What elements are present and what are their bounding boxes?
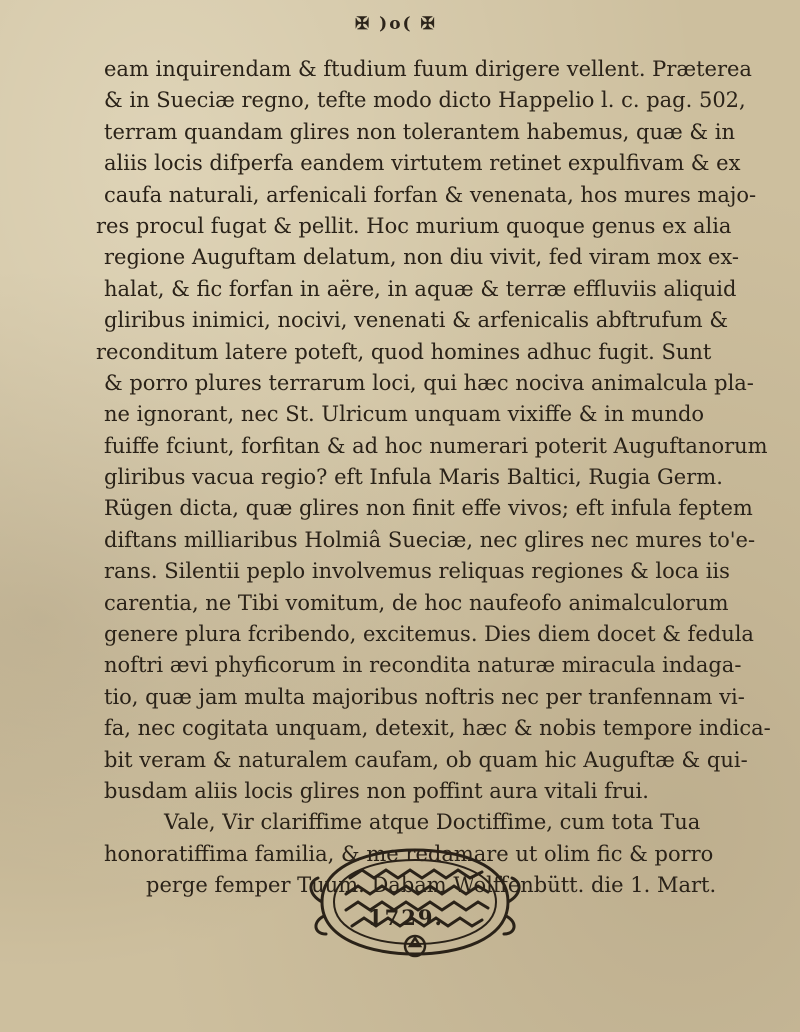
- text-line: Vale, Vir clariffime atque Doctiffime, cum tota Tua: [164, 810, 701, 835]
- text-line: genere plura fcribendo, excitemus. Dies diem docet & fedula: [104, 622, 754, 647]
- text-line: caufa naturali, arfenicali forfan & venenata, hos mures majo-: [104, 182, 757, 207]
- text-line: eam inquirendam & ftudium fuum dirigere vellent. Præterea: [104, 57, 752, 81]
- text-line: noftri ævi phyficorum in recondita naturæ miracula indaga-: [104, 653, 742, 678]
- text-line: fuiffe fciunt, forfitan & ad hoc numerari poterit Auguftanorum: [104, 433, 768, 458]
- text-line: halat, & fic forfan in aëre, in aquæ & terræ effluviis aliquid: [104, 276, 737, 301]
- text-line: & porro plures terrarum loci, qui hæc nociva animalcula pla-: [104, 370, 754, 395]
- text-line: fa, nec cogitata unquam, detexit, hæc & nobis tempore indica-: [104, 716, 771, 741]
- text-line: rans. Silentii peplo involvemus reliquas regiones & loca iis: [104, 559, 730, 584]
- text-line: tio, quæ jam multa majoribus noftris nec per tranfennam vi-: [104, 684, 745, 709]
- text-line: busdam aliis locis glires non poffint aura vitali frui.: [104, 778, 649, 803]
- text-line: aliis locis difperfa eandem virtutem retinet expulfivam & ex: [104, 151, 741, 176]
- text-line: bit veram & naturalem caufam, ob quam hic Auguftæ & qui-: [104, 747, 748, 772]
- running-head: ✠ )o( ✠: [355, 14, 437, 34]
- text-line: gliribus inimici, nocivi, venenati & arfenicalis abftrufum &: [104, 308, 729, 333]
- text-line: res procul fugat & pellit. Hoc murium quoque genus ex alia: [96, 213, 732, 238]
- text-line: & in Sueciæ regno, tefte modo dicto Happelio l. c. pag. 502,: [104, 88, 746, 113]
- text-line: Rügen dicta, quæ glires non finit effe vivos; eft infula feptem: [104, 496, 753, 521]
- text-line: ne ignorant, nec St. Ulricum unquam vixiffe & in mundo: [104, 402, 705, 427]
- text-line: carentia, ne Tibi vomitum, de hoc naufeofo animalculorum: [104, 590, 729, 615]
- ornamental-vignette-icon: [302, 842, 528, 962]
- text-line: regione Auguftam delatum, non diu vivit, fed viram mox ex-: [104, 245, 740, 270]
- text-line: reconditum latere poteft, quod homines adhuc fugit. Sunt: [96, 339, 712, 364]
- text-line: diftans milliaribus Holmiâ Sueciæ, nec glires nec mures to'e-: [104, 527, 756, 552]
- text-line: honoratiffima familia, & me redamare ut olim fic & porro: [104, 841, 714, 866]
- text-line: gliribus vacua regio? eft Infula Maris Baltici, Rugia Germ.: [104, 465, 723, 490]
- body-text: [88, 54, 772, 933]
- text-line: perge femper Tuum. Dabam Wolffenbütt. die 1. Mart.: [146, 873, 717, 898]
- text-line: terram quandam glires non tolerantem habemus, quæ & in: [104, 119, 736, 144]
- date-line: 1729.: [368, 904, 444, 930]
